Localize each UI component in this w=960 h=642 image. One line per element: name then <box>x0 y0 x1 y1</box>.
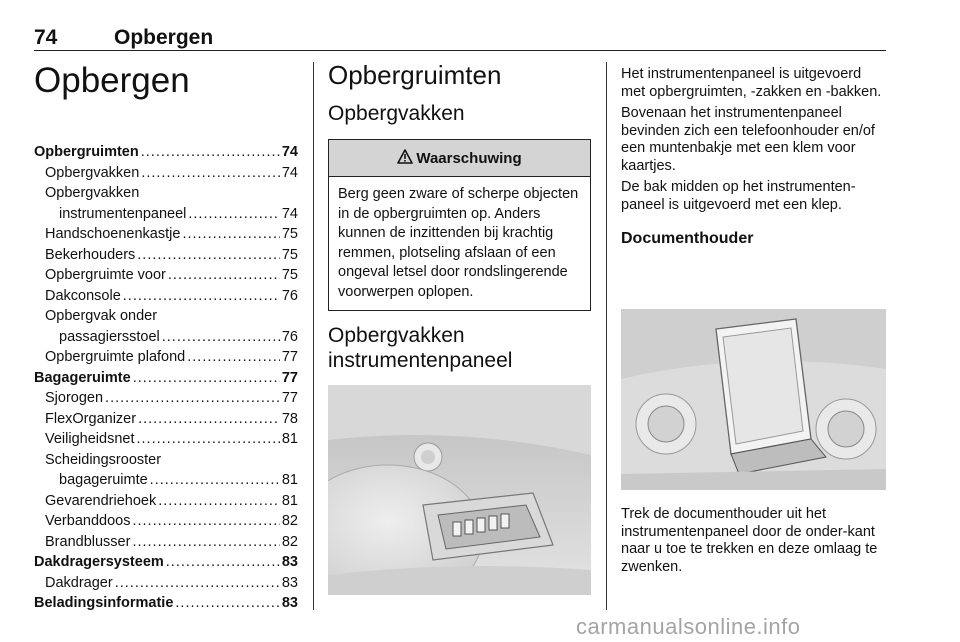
toc-leader-dots <box>150 470 280 491</box>
header-title: Opbergen <box>114 26 214 49</box>
toc-leader-dots <box>188 204 279 225</box>
toc-entry-label: Verbanddoos <box>45 513 131 529</box>
watermark: carmanualsonline.info <box>576 614 801 639</box>
toc-leader-dots <box>162 327 280 348</box>
toc-entry-page: 83 <box>281 574 298 591</box>
toc-entry[interactable] <box>34 470 298 491</box>
toc-entry-label: Scheidingsrooster <box>45 451 162 468</box>
toc-entry[interactable] <box>34 532 298 553</box>
toc-entry[interactable] <box>34 409 298 430</box>
toc-entry-label: Handschoenenkastje <box>45 226 181 242</box>
toc-leader-dots <box>115 573 280 594</box>
dashboard-storage-illustration <box>328 385 591 595</box>
toc-leader-dots <box>133 368 280 389</box>
document-holder-illustration <box>621 309 886 490</box>
toc-entry-label: Brandblusser <box>45 533 131 550</box>
paragraph: Het instrumentenpaneel is uitgevoerd met opbergruimten, -zakken en -bakken. <box>621 66 882 100</box>
toc-entry-label: instrumentenpaneel <box>59 205 187 222</box>
toc-entry[interactable] <box>34 245 298 266</box>
toc-entry-label: Opbergvakken <box>45 164 140 181</box>
column-divider <box>313 62 314 610</box>
column-divider <box>606 62 607 610</box>
toc-entry-label: Opbergvak onder <box>45 308 158 324</box>
toc-entry-label: Dakdragersysteem <box>34 554 164 570</box>
toc-column <box>34 58 298 614</box>
toc-leader-dots <box>141 163 280 184</box>
toc-entry-label: Veiligheidsnet <box>45 431 135 447</box>
warning-box <box>328 139 591 311</box>
toc-entry-page: 74 <box>281 164 298 181</box>
toc-entry[interactable] <box>34 429 298 450</box>
toc-entry-page: 83 <box>281 554 298 570</box>
toc-entry-page: 82 <box>281 513 298 529</box>
toc-entry-page: 75 <box>281 246 298 263</box>
toc-entry[interactable] <box>34 388 298 409</box>
toc-entry[interactable] <box>34 593 298 614</box>
toc-leader-dots <box>137 429 280 450</box>
toc-entry[interactable] <box>34 347 298 368</box>
warning-title: Waarschuwing <box>416 149 522 167</box>
toc-entry-label: Opbergvakken <box>45 185 140 201</box>
toc-entry[interactable] <box>34 224 298 245</box>
toc-entry-label: Gevarendriehoek <box>45 492 157 509</box>
toc-entry-label: passagiersstoel <box>59 328 160 345</box>
toc-entry-label: Dakdrager <box>45 574 113 591</box>
toc-entry[interactable] <box>34 450 298 471</box>
toc-entry-label: Bekerhouders <box>45 246 136 263</box>
warning-text: Berg geen zware of scherpe objecten in de opbergruimten op. Anders kunnen de inzittenden bij krachtig remmen, plotseling afslaan of een ongeval letsel door rondslingerende voorwerpen oplopen. <box>338 186 579 300</box>
warning-header <box>329 140 590 177</box>
toc-entry-page: 81 <box>281 431 298 447</box>
toc-entry-page: 76 <box>281 328 298 345</box>
toc-entry-label: Opbergruimte plafond <box>45 349 186 365</box>
toc-entry[interactable] <box>34 552 298 573</box>
toc-entry-label: Opbergruimten <box>34 144 139 160</box>
toc-entry-page: 81 <box>281 472 298 488</box>
right-column-bottom <box>621 506 886 576</box>
toc-entry[interactable] <box>34 286 298 307</box>
toc-entry[interactable] <box>34 491 298 512</box>
toc-entry-page: 82 <box>281 533 298 550</box>
toc-entry-label: Opbergruimte voor <box>45 267 166 283</box>
toc-entry-label: Bagageruimte <box>34 369 131 386</box>
middle-column <box>328 58 591 373</box>
toc-leader-dots <box>137 245 280 266</box>
toc-leader-dots <box>105 388 280 409</box>
subsection-heading <box>328 323 591 373</box>
toc-entry-label: Dakconsole <box>45 287 121 304</box>
toc-entry-page: 77 <box>281 349 298 365</box>
toc-leader-dots <box>123 286 280 307</box>
toc-entry[interactable] <box>34 183 298 204</box>
toc-entry-page: 76 <box>281 287 298 304</box>
toc-entry-page: 75 <box>281 267 298 283</box>
toc-entry-page: 75 <box>281 226 298 242</box>
toc-entry-label: Beladingsinformatie <box>34 595 174 611</box>
toc-leader-dots <box>138 409 280 430</box>
toc-leader-dots <box>175 593 279 614</box>
toc-leader-dots <box>168 265 280 286</box>
toc-entry[interactable] <box>34 368 298 389</box>
warning-triangle-icon <box>397 149 413 168</box>
toc-entry-page: 81 <box>281 492 298 509</box>
toc-entry[interactable] <box>34 327 298 348</box>
toc-entry-page: 78 <box>281 410 298 427</box>
toc-entry[interactable] <box>34 306 298 327</box>
toc-entry[interactable] <box>34 265 298 286</box>
toc-leader-dots <box>132 532 279 553</box>
subsection-title: Opbergvakken <box>328 102 465 125</box>
toc-leader-dots <box>187 347 280 368</box>
page-header <box>34 22 886 51</box>
page-number: 74 <box>34 26 58 49</box>
toc-entry-label: Sjorogen <box>45 390 104 406</box>
toc-entry-page: 83 <box>281 595 298 611</box>
toc-leader-dots <box>141 142 280 163</box>
subsection-heading-line2: instrumentenpaneel <box>328 349 513 372</box>
toc-entry[interactable] <box>34 511 298 532</box>
toc-entry[interactable] <box>34 573 298 594</box>
section-heading: Documenthouder <box>621 230 754 247</box>
paragraph: Bovenaan het instrumentenpaneel bevinden zich een telefoonhouder en/of een muntenbakje met een klem voor kaartjes. <box>621 105 875 174</box>
toc-leader-dots <box>132 511 279 532</box>
toc-entry-label: bagageruimte <box>59 472 148 488</box>
right-column <box>621 66 886 248</box>
toc-entry-page: 74 <box>281 205 298 222</box>
toc-entry-page: 77 <box>281 390 298 406</box>
section-title: Opbergruimten <box>328 60 502 90</box>
toc-leader-dots <box>182 224 279 245</box>
table-of-contents <box>34 142 298 614</box>
paragraph: Trek de documenthouder uit het instrumentenpaneel door de onder-kant naar u toe te trekken en deze omlaag te zwenken. <box>621 506 878 575</box>
toc-entry[interactable] <box>34 163 298 184</box>
toc-entry-page: 77 <box>281 369 298 386</box>
toc-entry[interactable] <box>34 204 298 225</box>
chapter-title: Opbergen <box>34 61 190 100</box>
toc-leader-dots <box>166 552 280 573</box>
paragraph: De bak midden op het instrumenten-paneel is uitgevoerd met een klep. <box>621 179 856 213</box>
toc-leader-dots <box>158 491 280 512</box>
toc-entry-label: FlexOrganizer <box>45 410 137 427</box>
toc-entry[interactable] <box>34 142 298 163</box>
subsection-heading-line1: Opbergvakken <box>328 324 465 347</box>
toc-entry-page: 74 <box>281 144 298 160</box>
